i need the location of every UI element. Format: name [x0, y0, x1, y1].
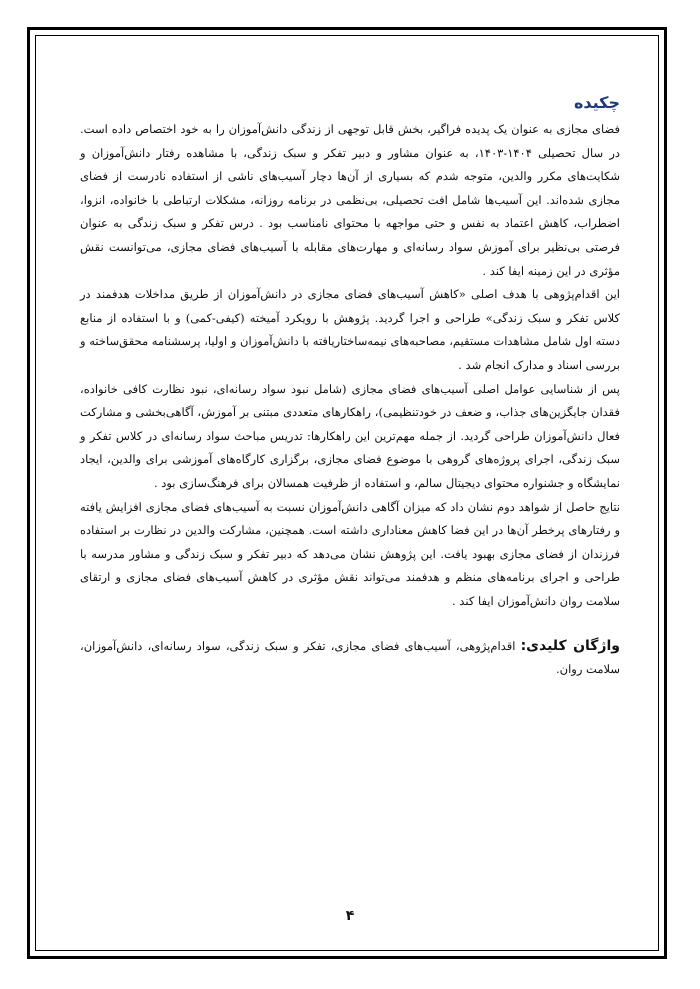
keywords-label: واژگان کلیدی:: [520, 638, 620, 655]
abstract-paragraph-2: این اقدام‌پژوهی با هدف اصلی «کاهش آسیب‌های فضای مجازی در دانش‌آموزان از طریق مداخلات هدفمند در کلاس تفکر و سبک زندگی» طراحی و اجرا گردید. پژوهش با رویکرد آمیخته (کیفی-کمی) و با استفاده از منابع دسته اول شامل مشاهدات مستقیم، مصاحبه‌های نیمه‌ساختاریافته با دانش‌آموزان و اولیا، پرسشنامه محقق‌ساخته و بررسی اسناد و مدارک انجام شد .: [80, 287, 620, 372]
abstract-section: [80, 92, 620, 693]
abstract-paragraph-3: پس از شناسایی عوامل اصلی آسیب‌های فضای مجازی (شامل نبود سواد رسانه‌ای، نبود نظارت کافی خانواده، فقدان جایگزین‌های جذاب، و ضعف در خودتنظیمی)، راهکارهای متعددی مبتنی بر آموزش، آگاهی‌بخشی و مشارکت فعال دانش‌آموزان طراحی گردید. از جمله مهم‌ترین این راهکارها: تدریس مباحث سواد رسانه‌ای در کلاس تفکر و سبک زندگی، اجرای پروژه‌های گروهی با موضوع فضای مجازی، برگزاری کارگاه‌های آموزشی برای والدین، ایجاد نمایشگاه و جشنواره محتوای دیجیتال سالم، و استفاده از ظرفیت همسالان برای فرهنگ‌سازی بود .: [80, 381, 620, 490]
page-number: ۴: [345, 908, 355, 924]
keywords-line: [80, 635, 620, 681]
abstract-paragraph-4: نتایج حاصل از شواهد دوم نشان داد که میزان آگاهی دانش‌آموزان نسبت به آسیب‌های فضای مجازی افزایش یافته و رفتارهای پرخطر آن‌ها در این فضا کاهش معناداری داشته است. همچنین، مشارکت والدین در نظارت بر استفاده فرزندان از فضای مجازی بهبود یافت. این پژوهش نشان می‌دهد که دبیر تفکر و سبک زندگی و مشاور مدرسه با طراحی و اجرای برنامه‌های منظم و هدفمند می‌تواند نقش مؤثری در کاهش آسیب‌های فضای مجازی و ارتقای سلامت روان دانش‌آموزان ایفا کند .: [80, 499, 620, 608]
keywords-text: اقدام‌پژوهی، آسیب‌های فضای مجازی، تفکر و سبک زندگی، سواد رسانه‌ای، دانش‌آموزان، سلامت روان.: [80, 639, 620, 677]
abstract-heading: چکیده: [573, 93, 620, 112]
abstract-paragraph-1: فضای مجازی به عنوان یک پدیده فراگیر، بخش قابل توجهی از زندگی دانش‌آموزان را به خود اختصاص داده است. در سال تحصیلی ۱۴۰۴-۱۴۰۳، به عنوان مشاور و دبیر تفکر و سبک زندگی، با مشاهده رفتار دانش‌آموزان و شکایت‌های مکرر والدین، متوجه شدم که بسیاری از آن‌ها دچار آسیب‌های ناشی از استفاده نادرست از فضای مجازی شده‌اند. این آسیب‌ها شامل افت تحصیلی، بی‌نظمی در برنامه روزانه، مشکلات ارتباطی با خانواده، انزوا، اضطراب، کاهش اعتماد به نفس و حتی مواجهه با محتوای نامناسب بود . درس تفکر و سبک زندگی به عنوان فرصتی بی‌نظیر برای آموزش سواد رسانه‌ای و مهارت‌های مقابله با آسیب‌های فضای مجازی، می‌توانست نقش مؤثری در این زمینه ایفا کند .: [80, 122, 620, 278]
